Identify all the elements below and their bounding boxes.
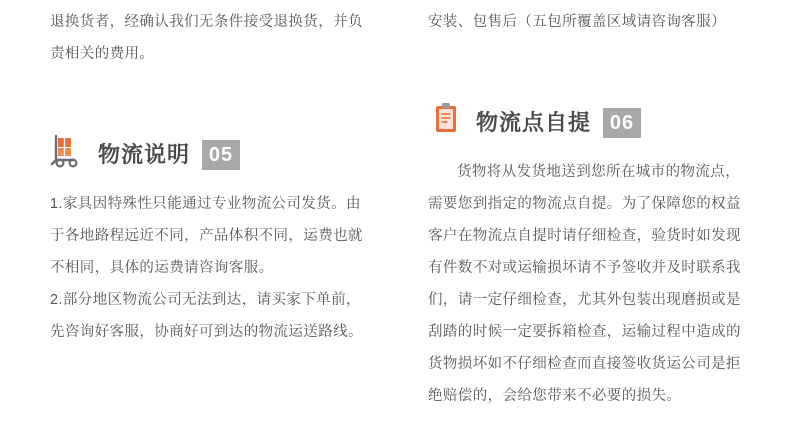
section-number-badge: 05 (202, 140, 240, 170)
section-title: 物流点自提 (476, 110, 592, 135)
section-heading-logistics (50, 124, 370, 170)
pickup-paragraph-1: 货物将从发货地送到您所在城市的物流点，需要您到指定的物流点自提。为了保障您的权益客户在物流点自提时请仔细检查，验货时如发现有件数不对或运输损坏请不予签收并及时联系我们，请一定仔细检查，尤其外包装出现磨损或是刮踏的时候一定要拆箱检查，运输过程中造成的货物损坏如不仔细检查而直接签收货运公司是拒绝赔偿的，会给您带来不必要的损失。 (428, 164, 741, 404)
clipboard-icon (428, 98, 468, 138)
section-title: 物流说明 (98, 142, 191, 167)
pickup-body (428, 156, 750, 412)
cart-icon (50, 130, 90, 170)
left-tail-paragraph (50, 0, 370, 70)
section-heading-pickup (428, 92, 750, 138)
logistics-paragraph-2: 2.部分地区物流公司无法到达，请买家下单前，先咨询好客服，协商好可到达的物流运送路线。 (50, 292, 363, 340)
right-tail-text: 安装、包售后（五包所覆盖区域请咨询客服） (428, 14, 726, 30)
logistics-body (50, 188, 370, 348)
section-number-badge: 06 (603, 108, 641, 138)
right-column (400, 0, 790, 432)
right-tail-paragraph (428, 0, 750, 38)
left-tail-text: 退换货者，经确认我们无条件接受退换货，并负责相关的费用。 (50, 14, 363, 62)
logistics-paragraph-1: 1.家具因特殊性只能通过专业物流公司发货。由于各地路程远近不同，产品体积不同，运费也就不相同，具体的运费请咨询客服。 (50, 196, 363, 276)
